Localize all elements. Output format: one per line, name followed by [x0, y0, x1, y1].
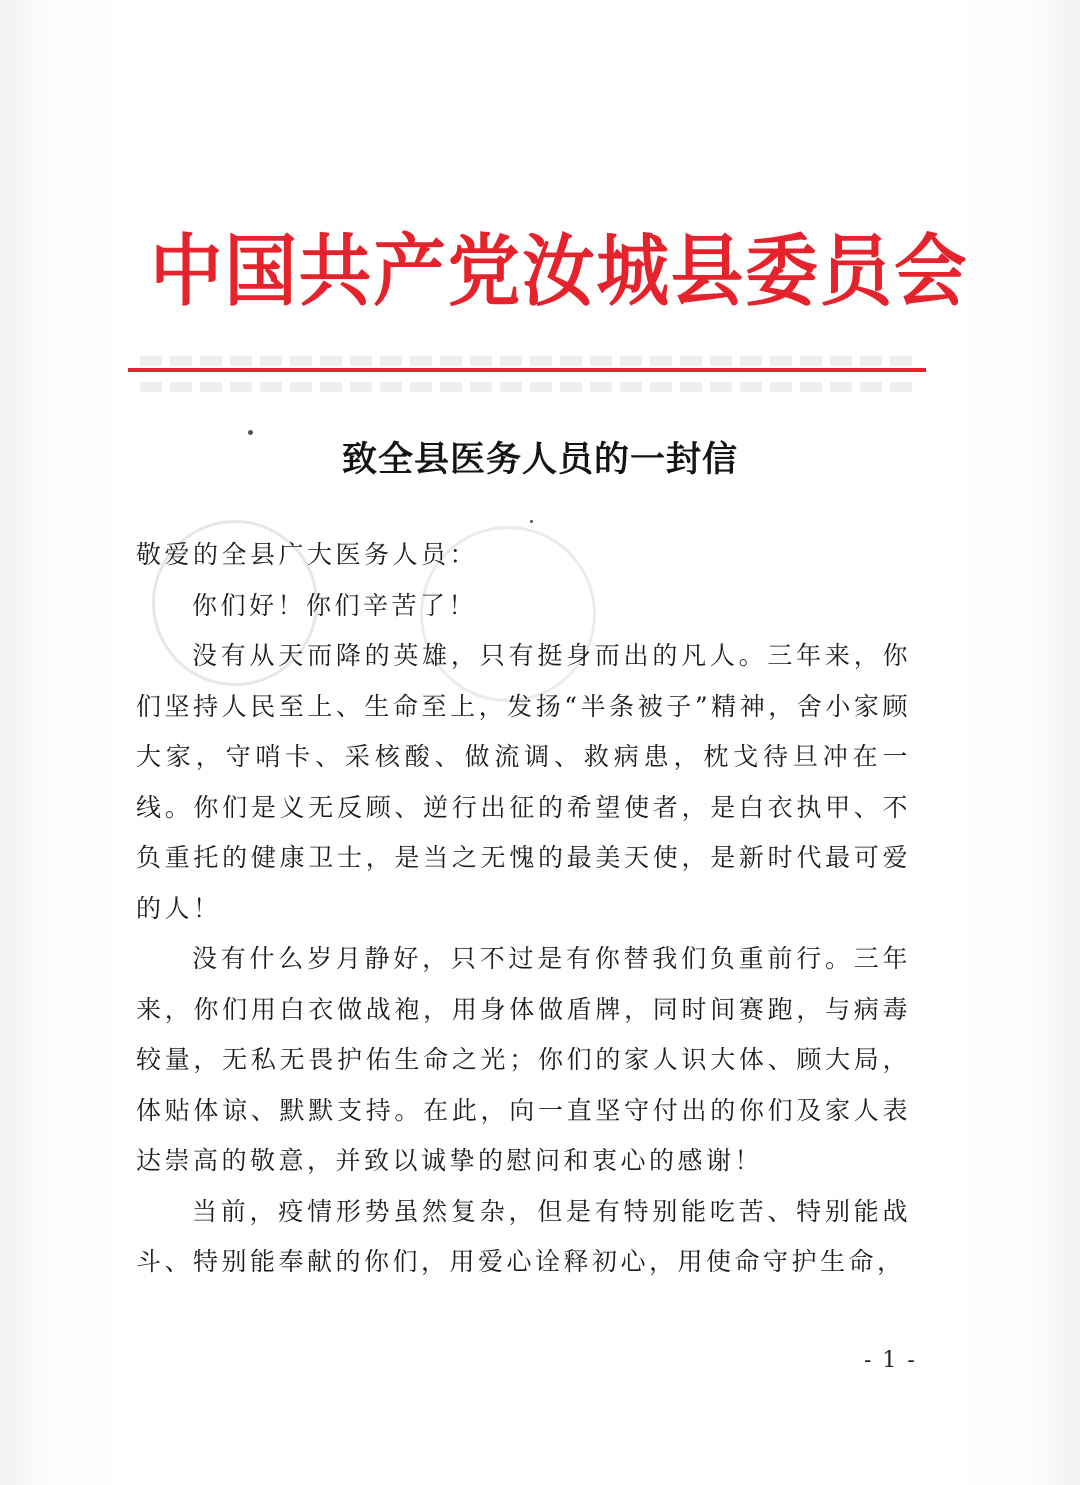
letter-body [136, 530, 911, 1288]
salutation: 敬爱的全县广大医务人员： [136, 540, 479, 569]
paragraph-2: 没有什么岁月静好，只不过是有你替我们负重前行。三年来，你们用白衣做战袍，用身体做盾牌，同时间赛跑，与病毒较量，无私无畏护佑生命之光；你们的家人识大体、顾大局，体贴体谅、默默支持。在此，向一直坚守付出的你们及家人表达崇高的敬意，并致以诚挚的慰问和衷心的感谢！ [136, 944, 911, 1175]
paragraph-3: 当前，疫情形势虽然复杂，但是有特别能吃苦、特别能战斗、特别能奉献的你们，用爱心诠释初心，用使命守护生命， [136, 1196, 911, 1276]
page-number: - 1 - [864, 1348, 917, 1373]
scan-speck [530, 520, 533, 523]
letterhead-organization: 中国共产党汝城县委员会 [150, 226, 969, 317]
letter-title: 致全县医务人员的一封信 [341, 439, 738, 480]
paragraph-1: 没有从天而降的英雄，只有挺身而出的凡人。三年来，你们坚持人民至上、生命至上，发扬“半条被子”精神，舍小家顾大家，守哨卡、采核酸、做流调、救病患，枕戈待旦冲在一线。你们是义无反顾、逆行出征的希望使者，是白衣执甲、不负重托的健康卫士，是当之无愧的最美天使，是新时代最可爱的人！ [136, 641, 911, 923]
paragraph-greeting: 你们好！你们辛苦了！ [192, 590, 478, 620]
scan-speck [248, 430, 253, 435]
bleed-through-text [140, 340, 920, 420]
